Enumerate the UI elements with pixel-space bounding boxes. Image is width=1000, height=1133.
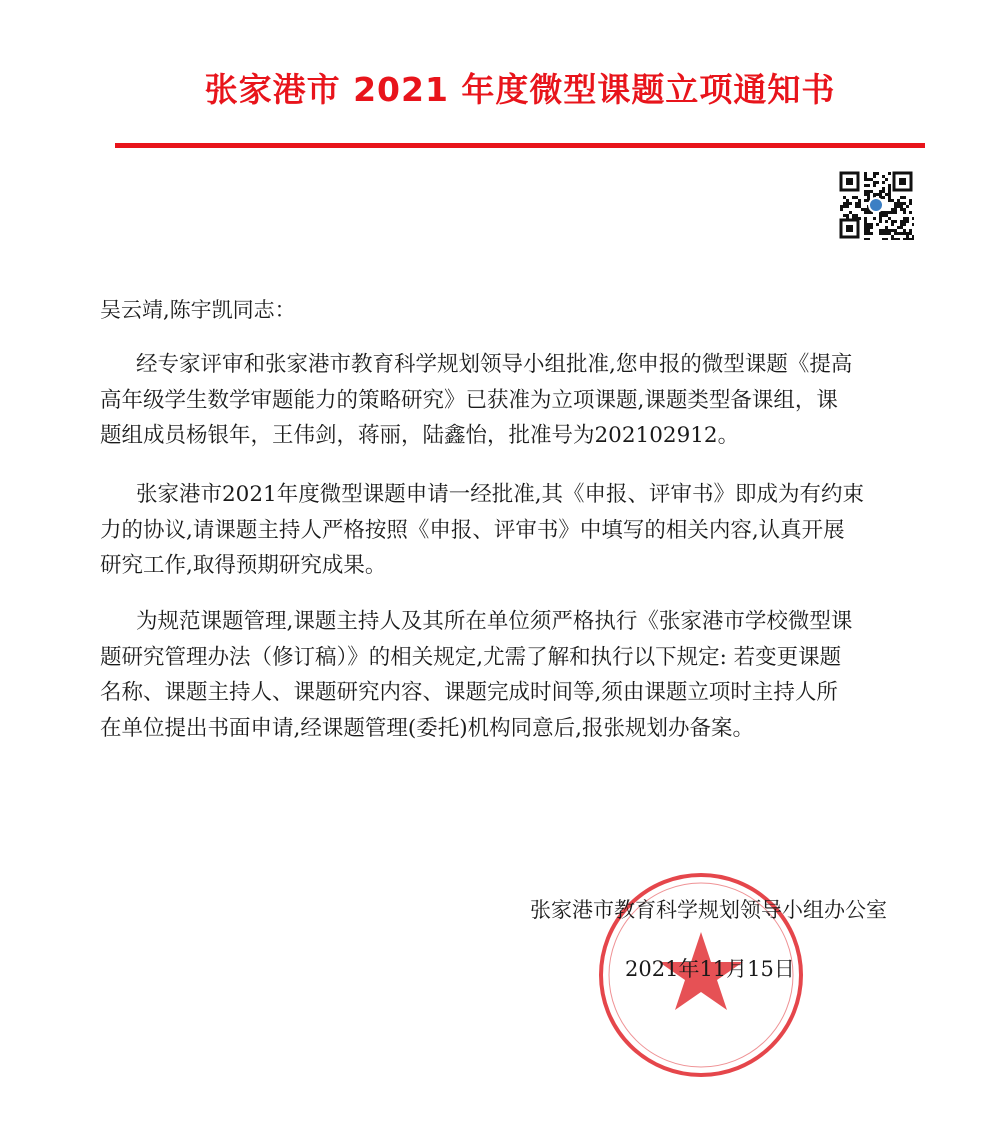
qr-module [912,238,914,240]
text-line: 研究工作,取得预期研究成果。 [100,553,387,578]
qr-module [864,238,867,240]
qr-module [864,226,867,229]
qr-module [891,223,894,226]
text-line: 经专家评审和张家港市教育科学规划领导小组批准,您申报的微型课题《提高 [136,352,853,377]
qr-module [882,214,885,217]
qr-module [882,181,885,184]
qr-module [894,208,897,211]
qr-module [852,196,855,199]
qr-module [894,211,897,214]
qr-module [870,226,873,229]
paragraph-approval [100,347,852,454]
qr-module [864,208,867,211]
qr-module [882,175,885,178]
qr-module [894,232,897,235]
qr-module [864,223,867,226]
qr-module [855,202,858,205]
qr-module [888,193,891,196]
qr-module [891,199,894,202]
qr-module [900,205,903,208]
qr-module [903,238,906,240]
qr-module [885,220,888,223]
qr-module [849,211,852,214]
qr-module [909,232,912,235]
qr-module [903,220,906,223]
qr-module [903,211,906,214]
qr-module [912,217,914,220]
qr-module [906,217,909,220]
qr-module [909,199,912,202]
qr-module [894,238,897,240]
qr-module [843,214,846,217]
qr-module [846,199,849,202]
qr-module [885,214,888,217]
qr-module [885,211,888,214]
qr-module [894,205,897,208]
qr-module [864,178,867,181]
qr-module [888,172,891,175]
qr-module [885,229,888,232]
qr-module [879,190,882,193]
qr-module [888,211,891,214]
qr-module [864,217,867,220]
qr-module [891,238,894,240]
qr-module [885,238,888,240]
qr-module [867,226,870,229]
document-title: 张家港市 2021 年度微型课题立项通知书 [204,70,836,109]
qr-module [903,223,906,226]
qr-module [882,238,885,240]
qr-module [843,196,846,199]
qr-module [882,211,885,214]
qr-module [864,184,867,187]
qr-module [840,208,843,211]
qr-module [879,214,882,217]
qr-module [876,172,879,175]
qr-module [843,205,846,208]
qr-module [864,211,867,214]
salutation: 吴云靖,陈宇凯同志： [100,298,296,322]
qr-module [873,181,876,184]
qr-module [903,217,906,220]
qr-module [879,217,882,220]
qr-module [864,193,867,196]
qr-module [879,193,882,196]
qr-module [882,229,885,232]
qr-module [903,232,906,235]
qr-module [888,199,891,202]
qr-module [903,229,906,232]
qr-module [864,175,867,178]
qr-module [903,202,906,205]
qr-module [906,235,909,238]
qr-module [888,187,891,190]
qr-module [897,238,900,240]
qr-module [858,199,861,202]
qr-module [858,205,861,208]
qr-module [867,193,870,196]
qr-module [873,184,876,187]
qr-module [870,178,873,181]
qr-module [864,199,867,202]
qr-module [852,214,855,217]
qr-module [855,214,858,217]
qr-module [906,205,909,208]
qr-module [891,220,894,223]
paragraph-agreement [100,477,864,584]
qr-module [909,202,912,205]
qr-module [873,217,876,220]
qr-module [867,211,870,214]
qr-module [900,232,903,235]
qr-module [864,229,867,232]
qr-module [909,211,912,214]
qr-module [885,193,888,196]
qr-module [879,229,882,232]
qr-module [885,178,888,181]
qr-module [897,226,900,229]
qr-module [867,196,870,199]
qr-module [891,211,894,214]
qr-module [903,208,906,211]
qr-module [900,223,903,226]
qr-module [855,196,858,199]
qr-module [900,208,903,211]
qr-module [873,193,876,196]
qr-module [882,187,885,190]
qr-module [897,199,900,202]
qr-module [861,208,864,211]
qr-module [879,220,882,223]
qr-module [873,175,876,178]
qr-module [876,223,879,226]
qr-module [867,238,870,240]
qr-module [909,238,912,240]
title-divider [115,143,925,148]
qr-module [891,235,894,238]
qr-module [846,202,849,205]
qr-module [876,193,879,196]
qr-module [888,190,891,193]
qr-module [888,229,891,232]
qr-module [912,223,914,226]
paragraph-regulations [100,604,852,746]
qr-module [903,196,906,199]
qr-module [885,226,888,229]
text-line: 题研究管理办法（修订稿）》的相关规定,尤需了解和执行以下规定: 若变更课题 [100,644,842,670]
qr-module [897,202,900,205]
qr-module [906,232,909,235]
qr-module [873,172,876,175]
qr-module [882,190,885,193]
qr-module [867,184,870,187]
qr-module [906,220,909,223]
qr-module [876,181,879,184]
text-line: 力的协议,请课题主持人严格按照《申报、评审书》中填写的相关内容,认真开展 [100,517,845,543]
qr-code [838,170,914,240]
qr-module [894,202,897,205]
qr-module [897,205,900,208]
qr-module [864,190,867,193]
qr-module [867,190,870,193]
qr-module [888,196,891,199]
qr-module [888,217,891,220]
qr-module [900,202,903,205]
qr-module [879,232,882,235]
qr-module [891,208,894,211]
text-line: 张家港市2021年度微型课题申请一经批准,其《申报、评审书》即成为有约束 [136,482,865,507]
qr-module [867,223,870,226]
qr-module [867,229,870,232]
text-line: 题组成员杨银年，王伟剑，蒋丽，陆鑫怡，批准号为202102912。 [100,423,740,448]
qr-module [882,196,885,199]
qr-module [855,205,858,208]
text-line: 为规范课题管理,课题主持人及其所在单位须严格执行《张家港市学校微型课 [136,609,853,634]
qr-module [867,178,870,181]
qr-module [846,205,849,208]
qr-module [870,223,873,226]
qr-module [891,229,894,232]
qr-module [858,202,861,205]
qr-module [900,196,903,199]
qr-module [912,235,914,238]
qr-module [897,232,900,235]
qr-module [882,232,885,235]
qr-module [906,238,909,240]
qr-module [849,202,852,205]
qr-module [870,232,873,235]
text-line: 在单位提出书面申请,经课题管理(委托)机构同意后,报张规划办备案。 [100,715,754,741]
qr-module [909,229,912,232]
qr-module [867,232,870,235]
qr-module [864,232,867,235]
qr-module [900,220,903,223]
qr-module [885,232,888,235]
issue-date: 2021年11月15日 [625,957,795,981]
qr-module [888,232,891,235]
text-line: 高年级学生数学审题能力的策略研究》已获准为立项课题,课题类型备课组，课 [100,387,838,413]
text-line: 名称、课题主持人、课题研究内容、课题完成时间等,须由课题立项时主持人所 [100,680,838,705]
qr-module [894,229,897,232]
qr-module [843,202,846,205]
qr-module [900,226,903,229]
qr-module [894,220,897,223]
issuer-signature: 张家港市教育科学规划领导小组办公室 [530,898,887,922]
qr-module [864,220,867,223]
qr-module [840,205,843,208]
qr-module [888,184,891,187]
qr-module [846,214,849,217]
qr-module [864,172,867,175]
qr-module [870,190,873,193]
